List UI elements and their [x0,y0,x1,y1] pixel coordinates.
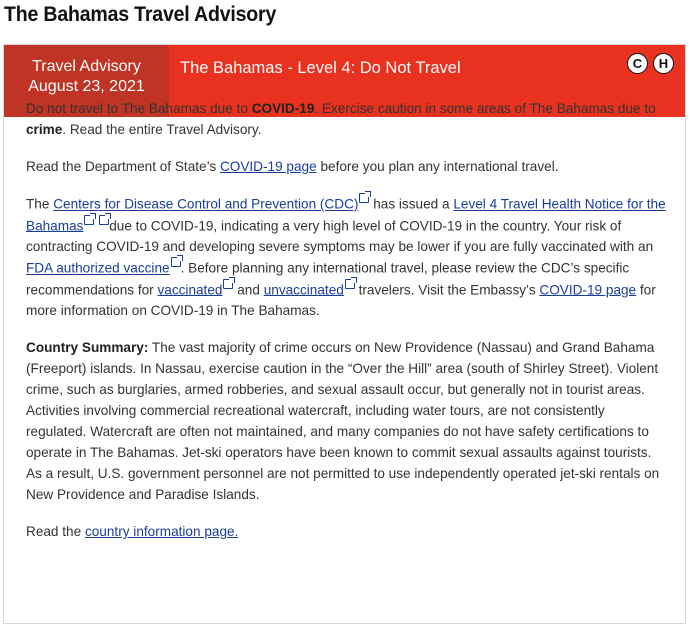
unvaccinated-link[interactable]: unvaccinated [263,282,344,298]
advisory-content [26,98,666,542]
external-link-icon[interactable] [359,193,369,203]
state-covid-page-link[interactable]: COVID-19 page [219,159,317,174]
covid-emphasis: COVID-19 [251,101,315,116]
vaccinated-link[interactable]: vaccinated [157,282,223,298]
advisory-label: Travel Advisory [32,58,141,75]
page-title: The Bahamas Travel Advisory [4,3,277,26]
external-link-icon[interactable] [345,279,355,289]
fda-vaccine-link[interactable]: FDA authorized vaccine [26,260,170,276]
embassy-covid-page-link[interactable]: COVID-19 page [539,282,637,298]
country-info-paragraph: Read the country information page. [26,524,239,540]
summary-paragraph: Do not travel to The Bahamas due to COVID-19. Exercise caution in some areas of The Bahamas due to crime. Read the entire Travel Advisory. [26,101,656,137]
state-dept-paragraph: Read the Department of State’s COVID-19 page before you plan any international travel. [26,159,559,174]
indicator-h-badge: H [653,53,674,74]
country-information-link[interactable]: country information page. [84,524,239,540]
external-link-icon[interactable] [84,215,94,225]
advisory-level-title: The Bahamas - Level 4: Do Not Travel [180,59,461,77]
indicator-c-badge: C [627,53,648,74]
advisory-date: August 23, 2021 [28,78,145,95]
external-link-icon[interactable] [223,279,233,289]
cdc-paragraph: The Centers for Disease Control and Prevention (CDC) has issued a Level 4 Travel Health Notice for the Bahamas due to COVID-19, indicating a very high level of COVID-19 in the country. Your risk of contracting COVID-19 and developing severe symptoms may be lower if you are fully vaccinated with an FDA authorized vaccine . Before planning any international travel, please review the CDC’s specific recommendations for vaccinated and unvaccinated travelers. Visit the Embassy’s COVID-19 page for more information on COVID-19 in The Bahamas. [26,193,666,321]
cdc-link[interactable]: Centers for Disease Control and Prevention (CDC) [53,196,359,212]
external-link-icon[interactable] [99,215,109,225]
country-summary-label: Country Summary: [26,340,149,356]
external-link-icon[interactable] [171,257,181,267]
country-summary-paragraph: Country Summary: The vast majority of crime occurs on New Providence (Nassau) and Grand Bahama (Freeport) islands. In Nassau, exercise caution in the “Over the Hill” area (south of Shirley Street). Violent crime, such as burglaries, armed robberies, and sexual assault occur, but generally not in tourist areas. Activities involving commercial recreational watercraft, including water tours, are not consistently regulated. Watercraft are often not maintained, and many companies do not have safety certifications to operate in The Bahamas. Jet-ski operators have been known to commit sexual assaults against tourists. As a result, U.S. government personnel are not permitted to use independently operated jet-ski rentals on New Providence and Paradise Islands. [26,340,660,503]
travel-health-notice-link[interactable]: Level 4 Travel Health Notice for the Bahamas [26,196,666,234]
crime-emphasis: crime [26,122,63,137]
